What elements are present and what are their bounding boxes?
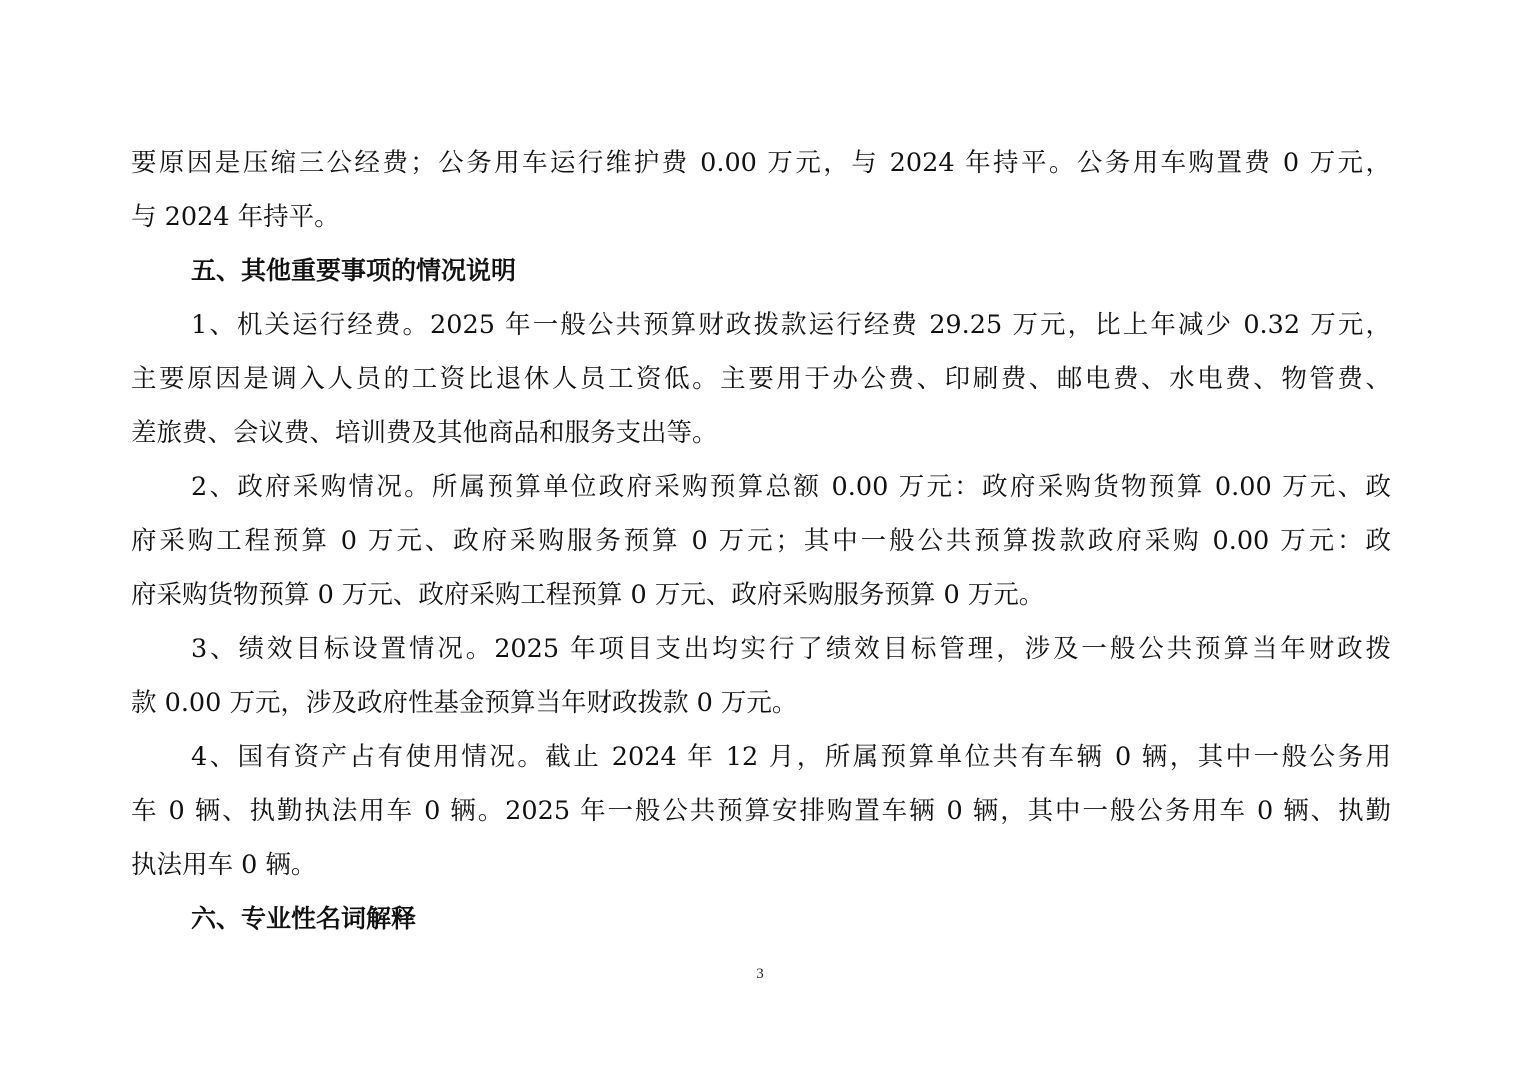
document-body (131, 136, 1391, 946)
section-heading-5: 五、其他重要事项的情况说明 (191, 256, 517, 285)
intro-paragraph (131, 136, 1391, 244)
paragraph-government-procurement (131, 460, 1391, 622)
paragraph-operating-expenses (131, 298, 1391, 460)
text-line: 要原因是压缩三公经费；公务用车运行维护费 0.00 万元，与 2024 年持平。公务用车购置费 0 万元， (131, 148, 1391, 178)
text-line: 款 0.00 万元，涉及政府性基金预算当年财政拨款 0 万元。 (131, 688, 798, 718)
text-line: 与 2024 年持平。 (131, 202, 340, 232)
text-line: 4、国有资产占有使用情况。截止 2024 年 12 月，所属预算单位共有车辆 0 辆，其中一般公务用 (191, 742, 1391, 772)
text-line: 3、绩效目标设置情况。2025 年项目支出均实行了绩效目标管理，涉及一般公共预算当年财政拨 (191, 634, 1391, 664)
text-line: 1、机关运行经费。2025 年一般公共预算财政拨款运行经费 29.25 万元，比上年减少 0.32 万元， (191, 310, 1391, 340)
text-line: 差旅费、会议费、培训费及其他商品和服务支出等。 (131, 418, 718, 448)
text-line: 府采购工程预算 0 万元、政府采购服务预算 0 万元；其中一般公共预算拨款政府采购 0.00 万元：政 (131, 526, 1391, 556)
section-heading-6: 六、专业性名词解释 (191, 904, 417, 933)
paragraph-performance-targets (131, 622, 1391, 730)
page-number: 3 (756, 966, 764, 982)
text-line: 2、政府采购情况。所属预算单位政府采购预算总额 0.00 万元：政府采购货物预算 0.00 万元、政 (191, 472, 1391, 502)
text-line: 主要原因是调入人员的工资比退休人员工资低。主要用于办公费、印刷费、邮电费、水电费、物管费、 (131, 364, 1391, 394)
paragraph-state-assets (131, 730, 1391, 892)
text-line: 车 0 辆、执勤执法用车 0 辆。2025 年一般公共预算安排购置车辆 0 辆，其中一般公务用车 0 辆、执勤 (131, 796, 1391, 826)
text-line: 府采购货物预算 0 万元、政府采购工程预算 0 万元、政府采购服务预算 0 万元。 (131, 580, 1045, 610)
text-line: 执法用车 0 辆。 (131, 850, 317, 880)
